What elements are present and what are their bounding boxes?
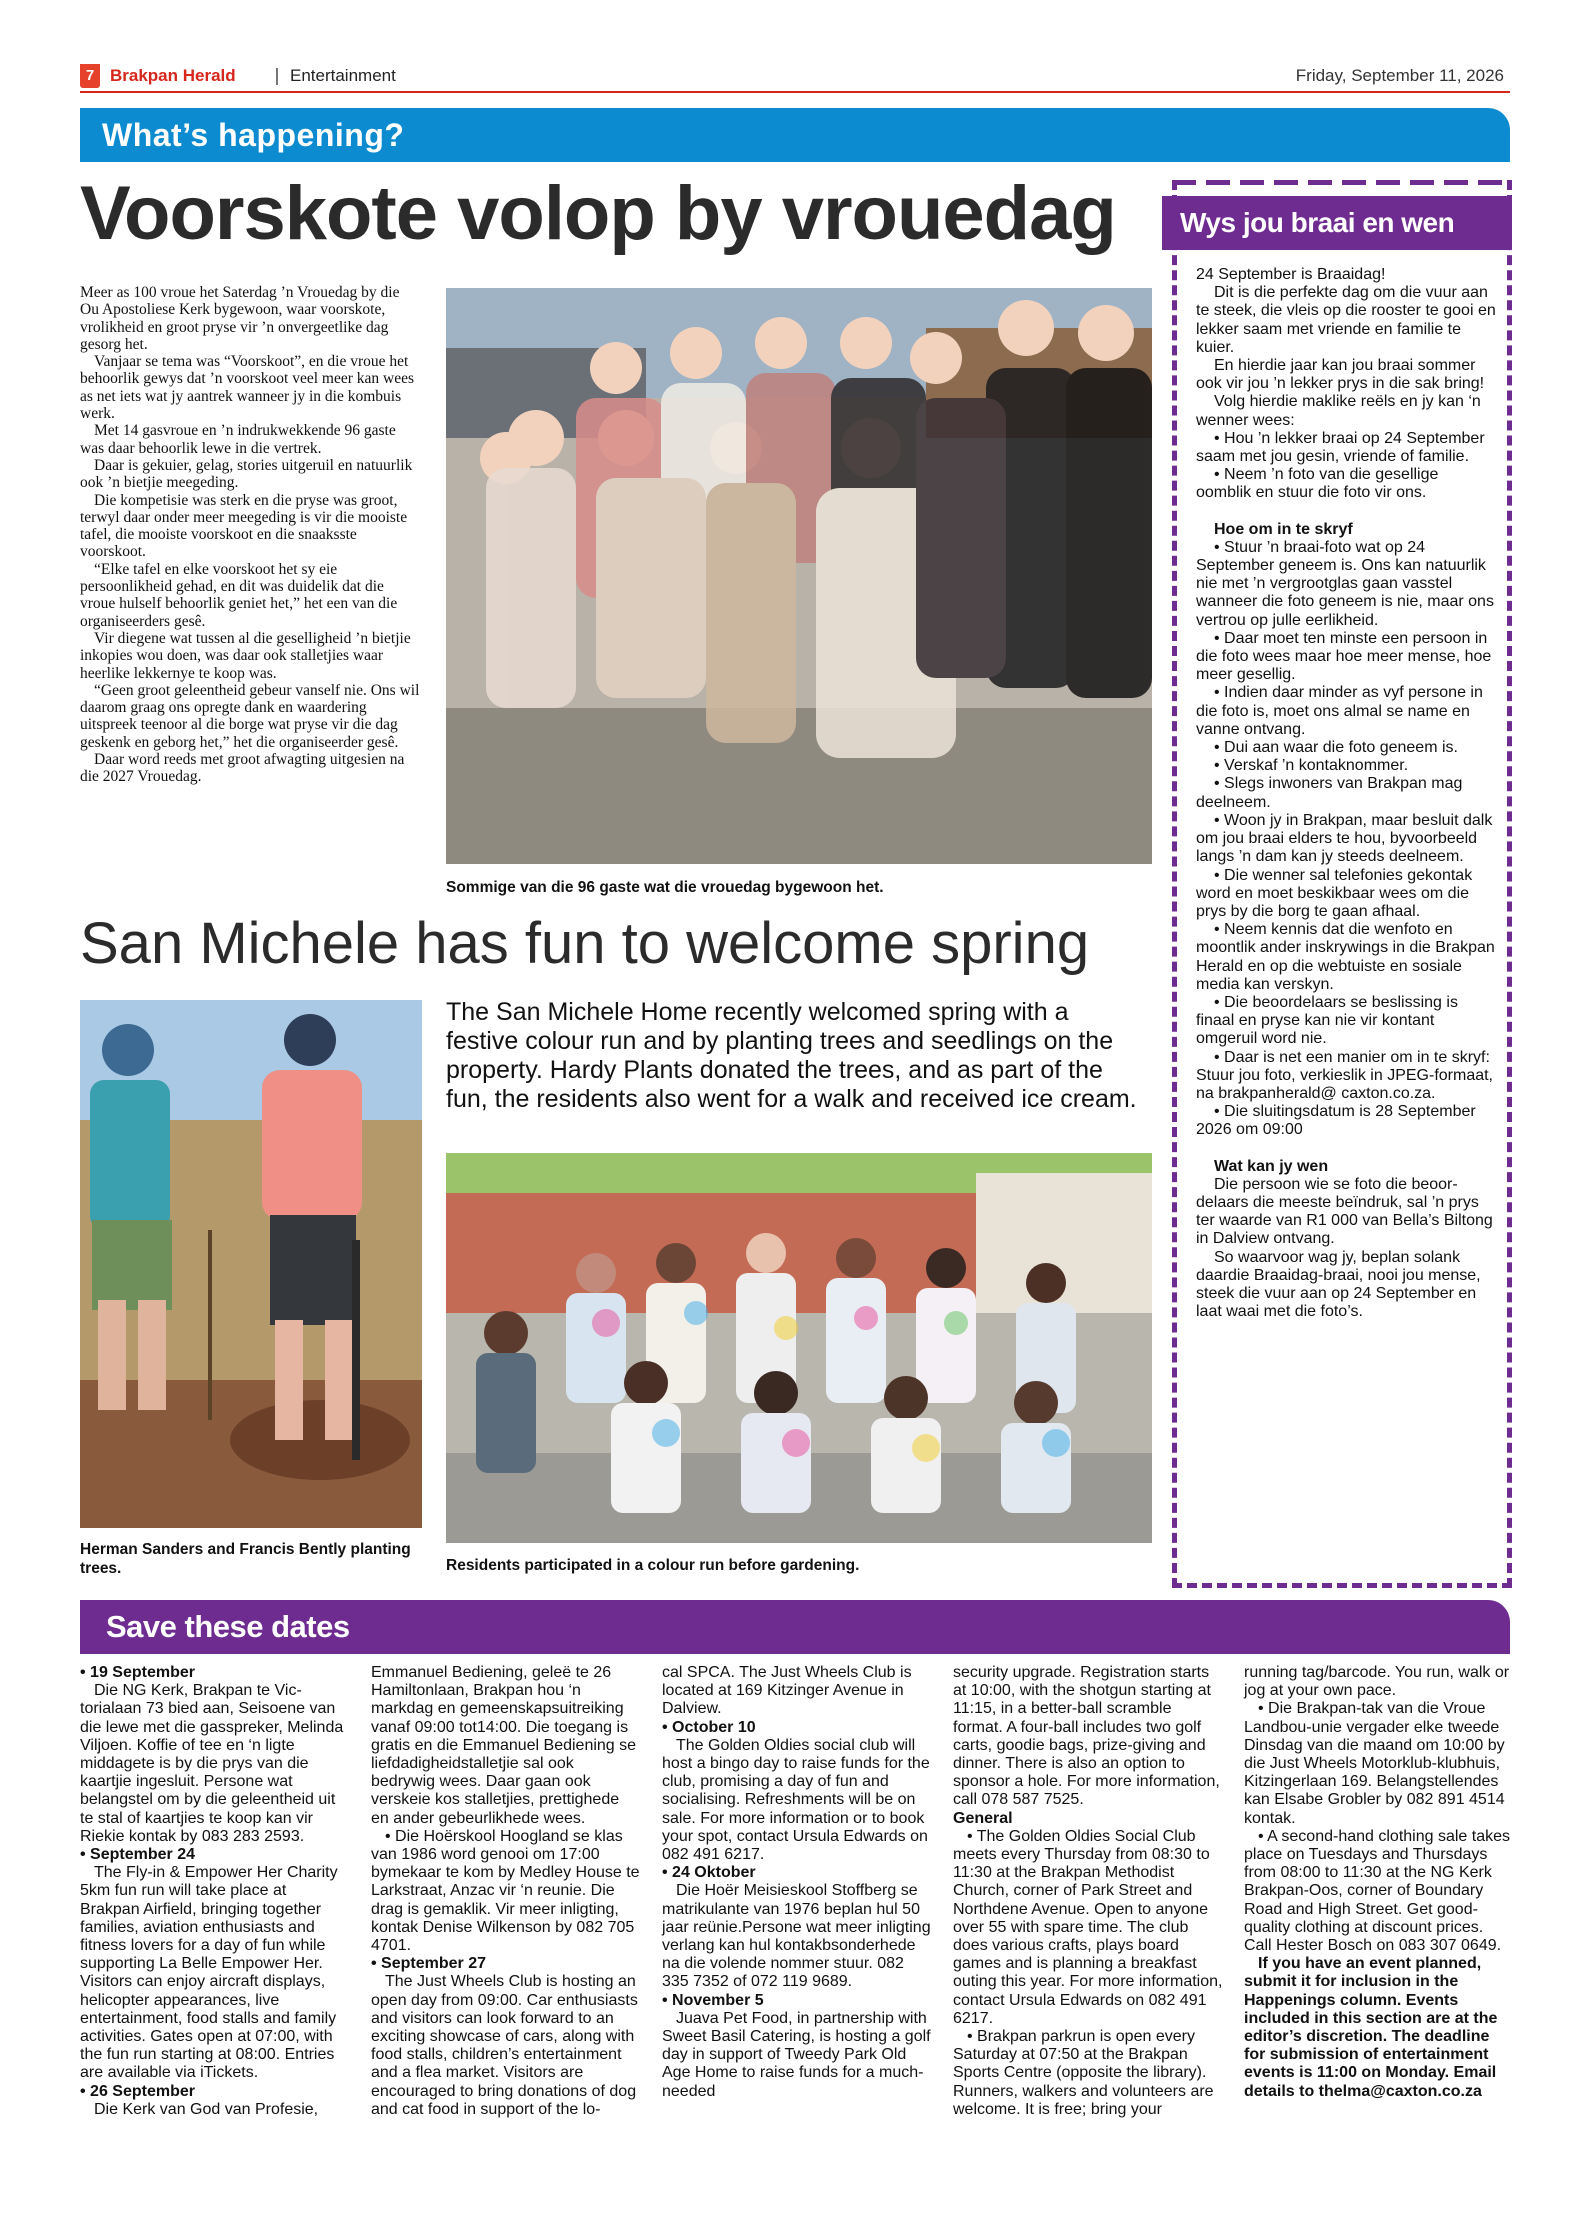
rule-bullet: • Verskaf ’n kontaknommer.	[1214, 757, 1409, 775]
event-text: • A second-hand clothing sale takes place on Tuesdays and Thursdays from 08:00 to 11:30 at the NG Kerk Brakpan-Oos, corner of Boundary Road and High Street. Get good-quality clothing at discount prices. Call Hester Bosch on 083 307 0649.	[1244, 1827, 1510, 1955]
sidebar-bullet: • Hou ’n lekker braai op 24 September saam met jou gesin, vriende of familie.	[1196, 429, 1485, 466]
issue-date: Friday, September 11, 2026	[1295, 66, 1504, 85]
rule-bullet: • Woon jy in Brakpan, maar besluit dalk om jou braai elders te hou, byvoorbeeld langs ’n dam kan jy steeds deelneem.	[1196, 811, 1493, 866]
event-date: • 19 September	[80, 1664, 195, 1681]
dates-column-2	[371, 1664, 641, 2119]
article1-paragraph: “Elke tafel en elke voorskoot het sy eie persoonlikheid gehad, en dit was duidelik dat die vroue hulself behoorlik geniet het,” het een van die organiseerders gesê.	[80, 560, 398, 630]
event-date: • 24 Oktober	[662, 1864, 756, 1882]
sidebar-title-bar	[1162, 196, 1512, 250]
article2-intro: The San Michele Home recently welcomed spring with a festive colour run and by planting trees and seedlings on the property. Hardy Plants donated the trees, and as part of the fun, the residents also went for a walk and received ice cream.	[446, 998, 1137, 1113]
event-text: cal SPCA. The Just Wheels Club is located at 169 Kitzinger Avenue in Dalview.	[662, 1664, 912, 1718]
article1-body	[80, 284, 420, 786]
header-rule	[80, 91, 1510, 93]
tree-planting-photo	[80, 1000, 422, 1528]
article1-paragraph: Die kompetisie was sterk en die pryse was groot, terwyl daar onder meer meegeding is vir die mooiste tafel, die mooiste voorskoot en die snaaksste voorskoot.	[80, 491, 408, 561]
event-text: security upgrade. Registration starts at 10:00, with the shotgun starting at 11:15, in a better-ball scramble format. A four-ball includes two golf carts, goodie bags, prize-giving and dinner. There is also an option to sponsor a hole. For more information, call 078 587 7525.	[953, 1664, 1220, 1809]
tree-planting-caption: Herman Sanders and Francis Bently planting trees.	[80, 1541, 411, 1577]
rule-bullet: • Indien daar minder as vyf persone in die foto is, moet ons almal se name en vanne ontvang.	[1196, 684, 1483, 738]
event-text: The Fly-in & Empower Her Charity 5km fun run will take place at Brakpan Airfield, bringing together families, aviation enthusiasts and fitness lovers for a day of fun while supporting La Belle Empower Her. Visitors can enjoy aircraft displays, helicopter appearances, live entertainment, food stalls and family activities. Gates open at 07:00, with the fun run starting at 08:00. Entries are available via iTickets.	[80, 1864, 338, 2082]
sidebar-line: 24 September is Braaidag!	[1196, 266, 1386, 283]
rule-bullet: • Die wenner sal telefonies gekontak word en moet beskikbaar wees om die prys by die borg te gaan afhaal.	[1196, 866, 1473, 920]
sidebar-body	[1196, 266, 1496, 1321]
article1-paragraph: Daar word reeds met groot afwagting uitgesien na die 2027 Vrouedag.	[80, 751, 405, 786]
sidebar-line: Dit is die perfekte dag om die vuur aan te steek, die vleis op die rooster te gooi en lekker saam met vriende en familie te kuier.	[1196, 284, 1496, 356]
event-text: • Brakpan parkrun is open every Saturday at 07:50 at the Brakpan Sports Centre (opposite the library). Runners, walkers and volunteers are welcome. It is free; bring your	[953, 2028, 1214, 2118]
rule-bullet: • Daar moet ten minste een persoon in die foto wees maar hoe meer mense, hoe meer gesellig.	[1196, 629, 1492, 684]
dates-column-3	[662, 1664, 932, 2101]
event-text: • Die Brakpan-tak van die Vroue Landbou-unie vergader elke tweede Dinsdag van die maand om 10:00 by die Just Wheels Motorklub-klubhuis, Kitzingerlaan 169. Belangstellendes kan Elsabe Grobler by 082 891 4514 kontak.	[1244, 1700, 1505, 1827]
rule-bullet: • Slegs inwoners van Brakpan mag deelneem.	[1196, 775, 1463, 811]
rule-bullet: • Die sluitingsdatum is 28 September 2026 om 09:00	[1196, 1103, 1476, 1139]
section-label: Entertainment	[290, 66, 396, 85]
event-date: • November 5	[662, 1991, 764, 2009]
article1-paragraph: Met 14 gasvroue en ’n indrukwekkende 96 gaste was daar behoorlik lewe in die vertrek.	[80, 422, 396, 457]
event-text: The Just Wheels Club is hosting an open day from 09:00. Car enthusiasts and visitors can look forward to an exciting showcase of cars, along with food stalls, children’s entertainment and a flea market. Visitors are encouraged to bring donations of dog and cat food in support of the lo-	[371, 1973, 638, 2118]
whats-happening-banner	[80, 108, 1510, 162]
colour-run-caption: Residents participated in a colour run before gardening.	[446, 1557, 860, 1574]
event-text: • Die Hoërskool Hoogland se klas van 1986 word genooi om 17:00 bymekaar te kom by Medley House te Larkstraat, Anzac vir ‘n reunie. Die drag is gemaklik. Vir meer inligting, kontak Denise Wilkenson by 082 705 4701.	[371, 1827, 640, 1955]
event-text: Die NG Kerk, Brakpan te Victorialaan 73 bied aan, Seisoene van die lewe met die gasspreker, Melinda Viljoen. Koffie of tee en ‘n ligte middagete is by die prys van die kaartjie ingesluit. Persone wat belangstel om by die geleentheid uit te stal of kaartjies te koop kan vir Riekie kontak by 083 283 2593.	[80, 1682, 344, 1845]
win-paragraph: Die persoon wie se foto die beoordelaars die meeste beïndruk, sal ’n prys ter waarde van R1 000 van Bella’s Biltong in Dalview ontvang.	[1196, 1175, 1493, 1248]
article2-headline: San Michele has fun to welcome spring	[80, 911, 1090, 976]
sidebar-bullet: • Neem ’n foto van die gesellige oomblik en stuur die foto vir ons.	[1196, 466, 1439, 502]
event-date: General	[953, 1809, 1013, 1827]
sidebar-line: Volg hierdie maklike reëls en jy kan ‘n wenner wees:	[1196, 393, 1481, 429]
event-date: • September 24	[80, 1846, 195, 1864]
save-dates-title: Save these dates	[106, 1609, 350, 1644]
banner-title: What’s happening?	[102, 117, 405, 153]
rule-bullet: • Stuur ’n braai-foto wat op 24 September geneem is. Ons kan natuurlik nie met ’n vergrootglas gaan vasstel wanneer die foto geneem is nie, maar ons vertrou op julle eerlikheid.	[1196, 538, 1494, 629]
article1-paragraph: Vanjaar se tema was “Voorskoot”, en die vroue het behoorlik gewys dat ’n voorskoot veel meer kan wees as net iets wat jy aantrek wanneer jy in die kombuis werk.	[80, 353, 415, 423]
event-text: running tag/barcode. You run, walk or jog at your own pace.	[1244, 1664, 1510, 1700]
win-paragraph: So waarvoor wag jy, beplan solank daardie Braaidag-braai, nooi jou mense, steek die vuur aan op 24 September en laat waai met die foto’s.	[1196, 1248, 1481, 1321]
what-to-win-heading: Wat kan jy wen	[1214, 1157, 1329, 1175]
header-divider	[276, 68, 278, 85]
event-text: Die Hoër Meisieskool Stoffberg se matrikulante van 1976 beplan hul 50 jaar reünie.Persone wat meer inligting verlang kan hul kontakbsonderhede na die volende nommer stuur. 082 335 7352 of 072 119 9689.	[662, 1882, 931, 1991]
article1-paragraph: Vir diegene wat tussen al die geselligheid ’n bietjie inkopies wou doen, was daar ook stalletjies waar heerlike lekkernye te koop was.	[80, 629, 411, 682]
event-text: • The Golden Oldies Social Club meets every Thursday from 08:30 to 11:30 at the Brakpan Methodist Church, corner of Park Street and Northdene Avenue. Open to anyone over 55 with spare time. The club does various crafts, plays board games and is planning a breakfast outing this year. For more information, contact Ursula Edwards on 082 491 6217.	[953, 1827, 1223, 2027]
masthead: Brakpan Herald	[110, 66, 236, 85]
save-dates-banner	[80, 1600, 1510, 1654]
event-text: Juava Pet Food, in partnership with Sweet Basil Catering, is hosting a golf day in support of Tweedy Park Old Age Home to raise funds for a much-needed	[662, 2009, 931, 2100]
article1-headline: Voorskote volop by vrouedag	[80, 171, 1116, 256]
event-date: • 26 September	[80, 2082, 195, 2100]
rule-bullet: • Die beoordelaars se beslissing is finaal en pryse kan nie vir kontant omgeruil word nie.	[1196, 993, 1458, 1048]
event-text: Die Kerk van God van Profesie,	[94, 2100, 319, 2118]
article1-photo-caption: Sommige van die 96 gaste wat die vrouedag bygewoon het.	[446, 879, 884, 896]
article1-paragraph: “Geen groot geleentheid gebeur vanself nie. Ons wil daarom graag ons opregte dank en waardering uitspreek teenoor al die borge wat pryse vir die dag geskenk en geborg het,” het die organiseerder gesê.	[80, 681, 420, 751]
rule-bullet: • Daar is net een manier om in te skryf: Stuur jou foto, verkieslik in JPEG-formaat, na brakpanherald@ caxton.co.za.	[1196, 1048, 1493, 1102]
event-text: If you have an event planned, submit it for inclusion in the Happenings column. Events included in this section are at the editor’s discretion. The deadline for submission of entertainment events is 11:00 on Monday. Email details to thelma@caxton.co.za	[1244, 1955, 1498, 2100]
dates-column-4	[953, 1664, 1223, 2119]
event-text: Emmanuel Bediening, geleë te 26 Hamiltonlaan, Brakpan hou ‘n markdag en gemeenskapsuitreiking vanaf 09:00 tot14:00. Die toegang is gratis en die Emmanuel Bediening se liefdadigheidstalletjie sal ook bedrywig wees. Daar gaan ook verskeie kos stalletjies, prettighede en ander gebeurlikhede wees.	[371, 1664, 637, 1827]
rule-bullet: • Dui aan waar die foto geneem is.	[1214, 739, 1458, 757]
colour-run-photo	[446, 1153, 1152, 1543]
rule-bullet: • Neem kennis dat die wenfoto en moontlik ander inskrywings in die Brakpan Herald en op die webtuiste en sosiale media kan verskyn.	[1196, 921, 1495, 993]
how-to-enter-heading: Hoe om in te skryf	[1214, 520, 1353, 538]
event-text: The Golden Oldies social club will host a bingo day to raise funds for the club, promising a day of fun and socialising. Refreshments will be on sale. For more information or to book your spot, contact Ursula Edwards on 082 491 6217.	[662, 1736, 930, 1864]
page-number: 7	[80, 64, 100, 88]
event-date: • October 10	[662, 1718, 756, 1736]
article1-paragraph: Meer as 100 vroue het Saterdag ’n Vrouedag by die Ou Apostoliese Kerk bygewoon, waar voorskote, vrolikheid en groot pryse vir ’n onvergeetlike dag gesorg het.	[80, 284, 400, 353]
dates-column-1	[80, 1664, 350, 2119]
article1-paragraph: Daar is gekuier, gelag, stories uitgeruil en natuurlik ook ’n bietjie meegeding.	[80, 456, 413, 492]
sidebar-line: En hierdie jaar kan jou braai sommer ook vir jou ’n lekker prys in die sak bring!	[1196, 357, 1485, 393]
sidebar-title: Wys jou braai en wen	[1180, 207, 1455, 238]
dates-column-5	[1244, 1664, 1514, 2101]
vrouedag-group-photo	[446, 288, 1152, 864]
event-date: • September 27	[371, 1955, 486, 1973]
